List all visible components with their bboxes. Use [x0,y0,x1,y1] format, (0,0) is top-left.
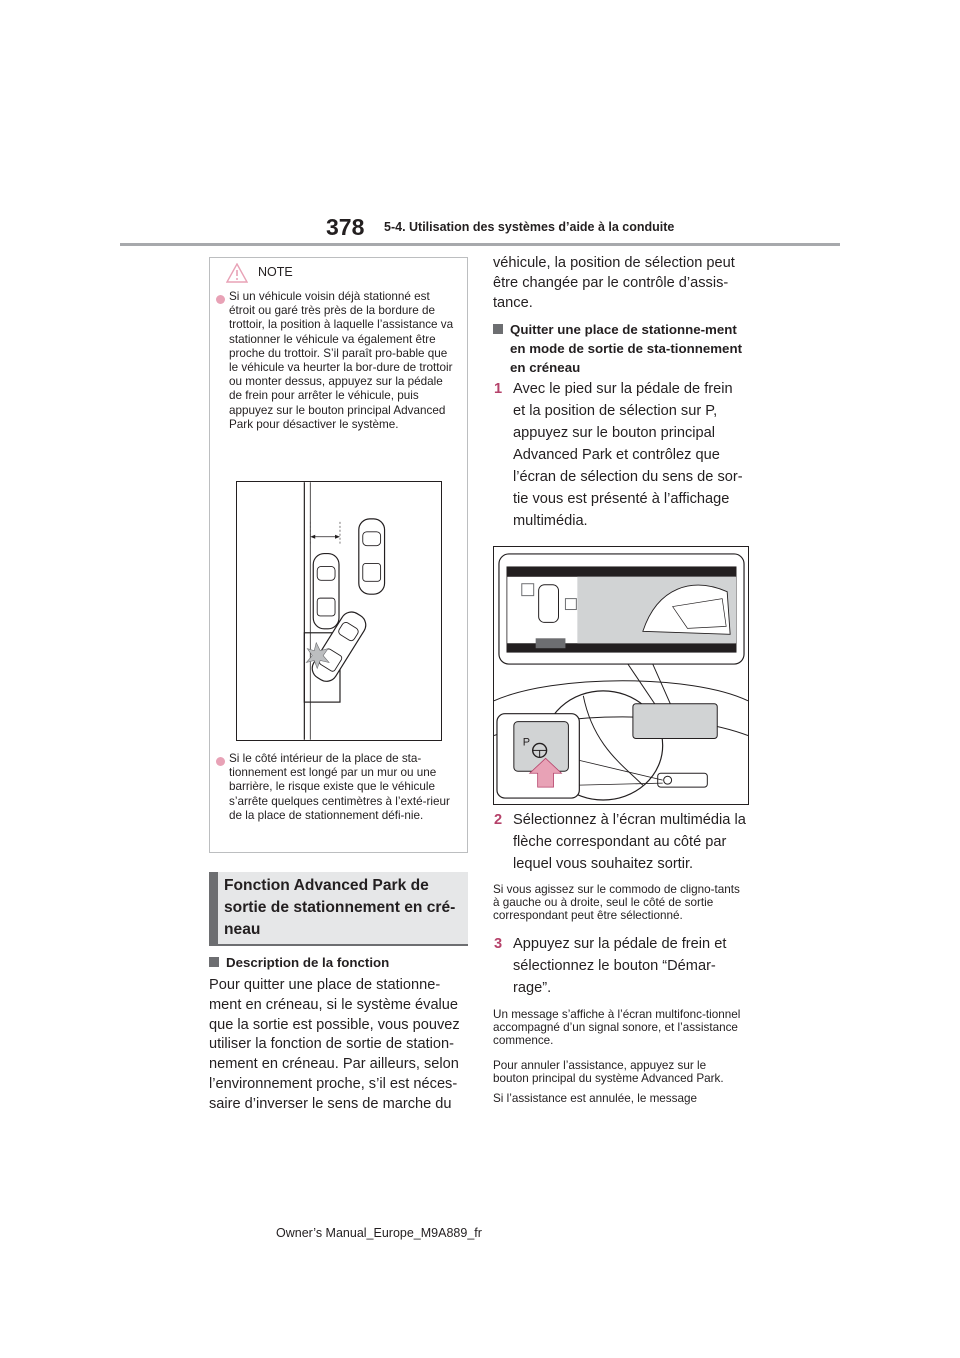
svg-text:P: P [522,736,531,749]
step-3-note-a: Un message s’affiche à l’écran multifonc-tionnel accompagné d’un signal sonore, et l’assistance commence. [493,1008,741,1047]
bullet-icon [216,757,225,766]
bullet-icon [216,295,225,304]
description-text-continued: véhicule, la position de sélection peut être changée par le contrôle d’assis-tance. [493,255,735,311]
note-bullet-2: Si le côté intérieur de la place de sta-tionnement est longé par un mur ou une barrière, le risque existe que le véhicule s’arrête quelques centimètres à l’exté-rieur de la place de stationnement défi-nie. [229,752,450,822]
description-text: Pour quitter une place de stationne-ment en créneau, si le système évalue que la sortie est possible, vous pouvez utiliser la fonction de sortie de station-nement en créneau. Par ailleurs, selon l’environnement proche, s’il est néces-saire d’inverser le sens de marche du [209,977,460,1112]
section-heading-rule [209,944,468,946]
step-2-number: 2 [494,812,503,828]
exit-title: Quitter une place de stationne-ment en mode de sortie de sta-tionnement en créneau [493,320,743,377]
page-number: 378 [326,214,365,240]
step-2-note: Si vous agissez sur le commodo de cligno-tants à gauche ou à droite, seul le côté de sortie correspondant peut être sélectionné. [493,883,740,922]
step-1-text: Avec le pied sur la pédale de frein et la position de sélection sur P, appuyez sur le bouton principal Advanced Park et contrôlez que l’écran de sélection du sens de sor-tie vous est présenté à l’affichage multimédia. [513,381,743,529]
header-rule [120,243,840,246]
section-heading: Fonction Advanced Park de sortie de stationnement en cré-neau [224,877,456,938]
note-bullet-1: Si un véhicule voisin déjà stationné est étroit ou garé très près de la bordure de trottoir, la position à laquelle l’assistance va stationner le véhicule va également être proche du trottoir. S’il paraît pro-bable que le véhicule va heurter la bor-dure de trottoir ou monter dessus, appuyez sur la pédale de frein pour arrêter le véhicule, puis appuyez sur le bouton principal Advanced Park pour désactiver le système. [229,290,454,431]
step-3-note-b: Pour annuler l’assistance, appuyez sur le bouton principal du système Advanced Park. [493,1059,724,1085]
parking-diagram [236,481,442,741]
warning-icon [226,263,248,283]
footer: Owner’s Manual_Europe_M9A889_fr [276,1226,482,1240]
step-3-note-c: Si l’assistance est annulée, le message [493,1092,697,1105]
step-2-text: Sélectionnez à l’écran multimédia la flèche correspondant au côté par lequel vous souhaitez sortir. [513,812,746,872]
step-3-number: 3 [494,936,503,952]
square-bullet-icon [209,957,219,967]
square-bullet-icon [493,324,503,334]
section-header: 5-4. Utilisation des systèmes d’aide à la conduite [384,220,675,234]
step-3-text: Appuyez sur la pédale de frein et sélectionnez le bouton “Démar-rage”. [513,936,727,996]
section-heading-bar [209,872,218,944]
dashboard-figure [493,546,749,805]
description-title: Description de la fonction [209,953,468,972]
step-1-number: 1 [494,381,503,397]
note-title: NOTE [258,265,293,279]
